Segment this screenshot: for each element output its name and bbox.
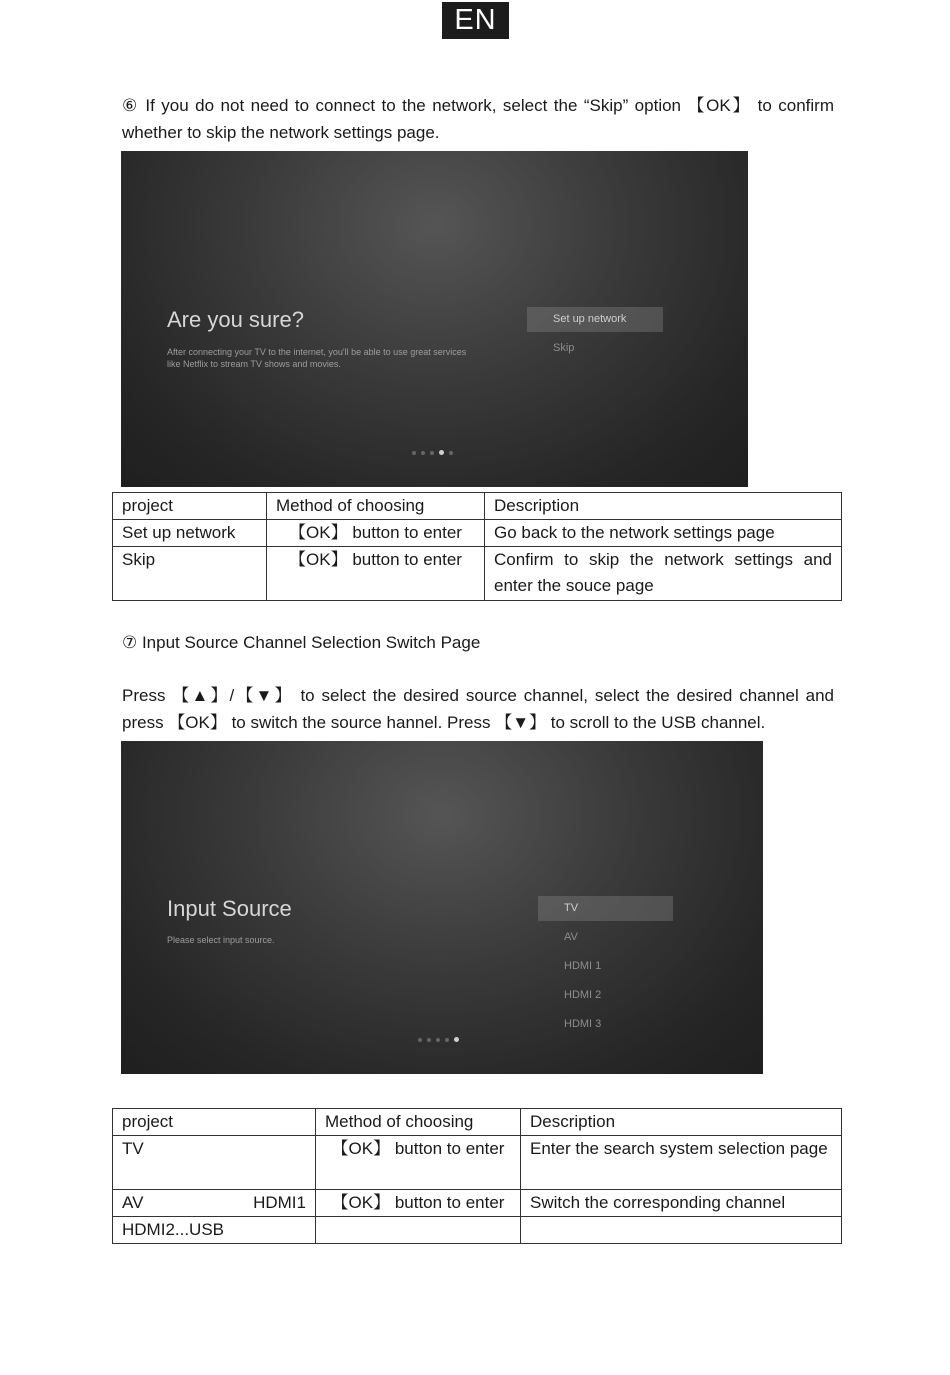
option-skip[interactable]: Skip: [553, 342, 575, 354]
page-dot-active: [454, 1037, 459, 1042]
page-dot: [427, 1038, 431, 1042]
option-set-up-network[interactable]: Set up network: [527, 307, 663, 332]
screen-title: Input Source: [167, 896, 292, 921]
table-cell: Skip: [113, 547, 267, 601]
table-row: [113, 1217, 842, 1244]
source-av[interactable]: AV: [564, 931, 578, 943]
screen-title: Are you sure?: [167, 307, 304, 332]
table-cell: HDMI2...USB: [113, 1217, 316, 1244]
header-cell: Description: [521, 1109, 842, 1136]
page-indicator: [412, 450, 453, 455]
table-row: [113, 1136, 842, 1190]
table-row: [113, 547, 842, 601]
screen-subtitle: Please select input source.: [167, 935, 275, 945]
header-cell: project: [113, 493, 267, 520]
table-cell: [113, 1190, 316, 1217]
page-dot-active: [439, 450, 444, 455]
table-cell: Switch the corresponding channel: [521, 1190, 842, 1217]
table-header-row: [113, 493, 842, 520]
input-source-instruction: Press 【▲】/【▼】 to select the desired source channel, select the desired channel and press 【OK】 to switch the source hannel. Press 【▼】 to scroll to the USB channel.: [122, 686, 834, 732]
skip-instruction: ⑥ If you do not need to connect to the network, select the “Skip” option 【OK】 to confirm whether to skip the network settings page.: [122, 96, 834, 142]
input-source-table: [112, 1108, 842, 1244]
table-cell: Enter the search system selection page: [521, 1136, 842, 1190]
table-row: [113, 1190, 842, 1217]
table-cell: Confirm to skip the network settings and enter the souce page: [485, 547, 842, 601]
table-cell: 【OK】 button to enter: [267, 520, 485, 547]
page-dot: [430, 451, 434, 455]
screen-subtitle: After connecting your TV to the internet, you'll be able to use great services like Netflix to stream TV shows and movies.: [167, 347, 467, 369]
table-cell: TV: [113, 1136, 316, 1190]
cell-text-hdmi1: HDMI1: [253, 1193, 306, 1212]
source-hdmi-1[interactable]: HDMI 1: [564, 960, 602, 972]
source-hdmi-3[interactable]: HDMI 3: [564, 1018, 602, 1030]
are-you-sure-screenshot: [121, 151, 748, 487]
header-cell: Description: [485, 493, 842, 520]
source-tv[interactable]: TV: [538, 896, 673, 921]
page-dot: [412, 451, 416, 455]
table-cell: 【OK】 button to enter: [267, 547, 485, 601]
table-cell: 【OK】 button to enter: [316, 1190, 521, 1217]
language-badge: EN: [442, 2, 509, 39]
cell-text-av: AV: [122, 1193, 144, 1212]
header-cell: project: [113, 1109, 316, 1136]
table-cell: [316, 1217, 521, 1244]
table-cell: Go back to the network settings page: [485, 520, 842, 547]
network-options-menu: [527, 307, 663, 365]
page-dot: [421, 451, 425, 455]
header-cell: Method of choosing: [316, 1109, 521, 1136]
source-hdmi-2[interactable]: HDMI 2: [564, 989, 602, 1001]
table-cell: Set up network: [113, 520, 267, 547]
page-indicator: [418, 1037, 459, 1042]
table-cell: [521, 1217, 842, 1244]
table-header-row: [113, 1109, 842, 1136]
page-dot: [445, 1038, 449, 1042]
input-source-screenshot: [121, 741, 763, 1074]
network-options-table: [112, 492, 842, 601]
table-row: [113, 520, 842, 547]
header-cell: Method of choosing: [267, 493, 485, 520]
input-source-menu: [538, 896, 674, 1041]
table-cell: 【OK】 button to enter: [316, 1136, 521, 1190]
page-dot: [449, 451, 453, 455]
section-heading: ⑦ Input Source Channel Selection Switch Page: [122, 633, 481, 652]
page-dot: [418, 1038, 422, 1042]
page-dot: [436, 1038, 440, 1042]
